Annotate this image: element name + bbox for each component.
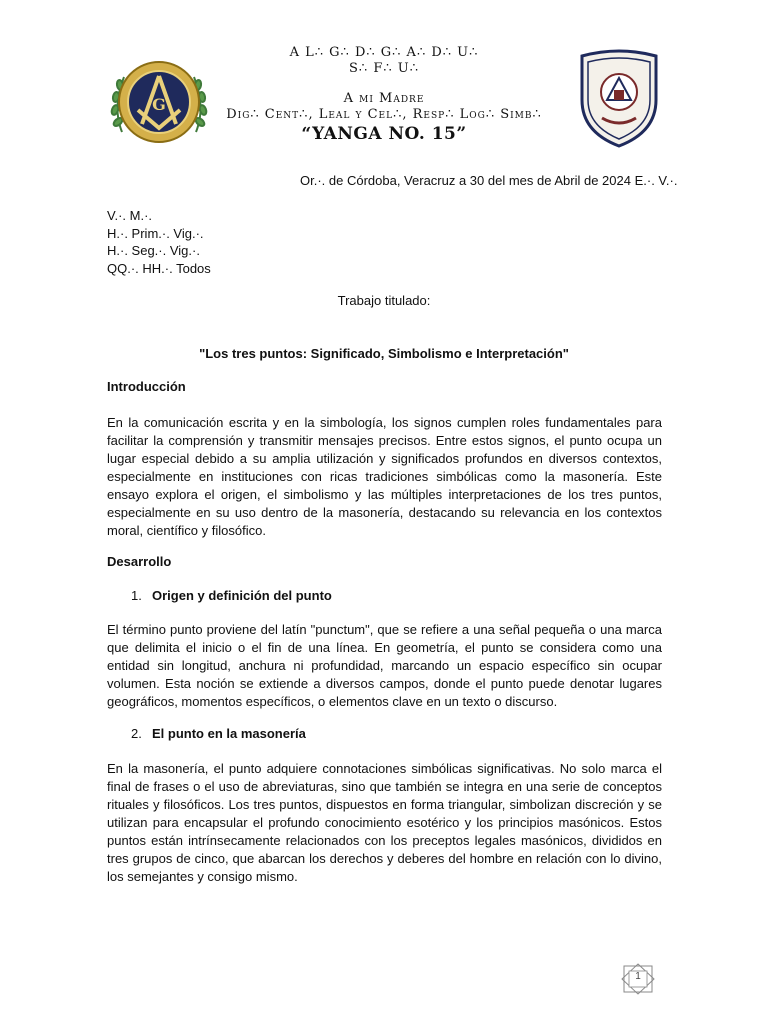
- date-line: Or.·. de Córdoba, Veracruz a 30 del mes de Abril de 2024 E.·. V.·.: [300, 173, 678, 188]
- lodge-name: “YANGA NO. 15”: [301, 124, 467, 144]
- page-number: 1: [635, 971, 641, 982]
- section-1-paragraph: El término punto proviene del latín "punctum", que se refiere a una señal pequeña o una marca que delimita el inicio o el fin de una línea. En geometría, el punto se considera como una entidad sin longitud, anchura ni profundidad, marcando un espacio específico sin ocupar volumen. Esta noción se extiende a diversos campos, donde el punto puede denotar lugares geográficos, momentos específicos, o elementos clave en un texto o discurso.: [107, 622, 662, 709]
- recipient-3: H.·. Seg.·. Vig.·.: [107, 243, 200, 258]
- section-2-heading: [131, 725, 306, 743]
- section-1-title: Origen y definición del punto: [152, 588, 332, 603]
- section-1-heading: [131, 587, 332, 605]
- section-2-paragraph: En la masonería, el punto adquiere connotaciones simbólicas significativas. No solo marca el final de frases o el uso de abreviaturas, sino que también se integra en una serie de conceptos rituales y filosóficos. Los tres puntos, dispuestos en forma triangular, simbolizan discreción y se utilizan para encapsular el profundo conocimiento esotérico y los principios masónicos. Estos puntos están intrínsecamente relacionados con los preceptos legales masónicos, divididos en tres grupos de cinco, que abarcan los derechos y deberes del hombre en relación con lo divino, los semejantes y consigo mismo.: [107, 761, 662, 884]
- header-line-2: S∴ F∴ U∴: [349, 61, 419, 76]
- recipient-2: H.·. Prim.·. Vig.·.: [107, 225, 204, 241]
- intro-heading: Introducción: [107, 379, 186, 394]
- recipient-list: [107, 207, 407, 277]
- intro-paragraph: En la comunicación escrita y en la simbología, los signos cumplen roles fundamentales para facilitar la comprensión y transmitir mensajes precisos. Entre estos signos, el punto ocupa un lugar especial debido a su amplia utilización y significados profundos en diversos contextos, especialmente en instituciones con ricas tradiciones simbólicas como la masonería. Este ensayo explora el origen, el simbolismo y las múltiples interpretaciones de los tres puntos, especialmente en su uso dentro de la masonería, destacando su relevancia en los contextos moral, científico y filosófico.: [107, 415, 662, 538]
- document-title: "Los tres puntos: Significado, Simbolismo e Interpretación": [199, 346, 569, 361]
- recipient-1: V.·. M.·.: [107, 208, 153, 223]
- section-2-title: El punto en la masonería: [152, 726, 306, 741]
- header-line-1: A L∴ G∴ D∴ G∴ A∴ D∴ U∴: [289, 45, 479, 60]
- development-heading: Desarrollo: [107, 554, 172, 569]
- recipient-4: QQ.·. HH.·. Todos: [107, 260, 211, 276]
- section-1-number: 1.: [131, 588, 142, 603]
- header-line-3: A mi Madre: [343, 91, 425, 106]
- page-number-ornament: [620, 963, 656, 995]
- work-label: Trabajo titulado:: [337, 293, 431, 308]
- section-2-number: 2.: [131, 726, 142, 741]
- svg-text:G: G: [152, 95, 166, 114]
- header-line-4: Dig∴ Cent∴, Leal y Cel∴, Resp∴ Log∴ Simb∴: [226, 107, 542, 122]
